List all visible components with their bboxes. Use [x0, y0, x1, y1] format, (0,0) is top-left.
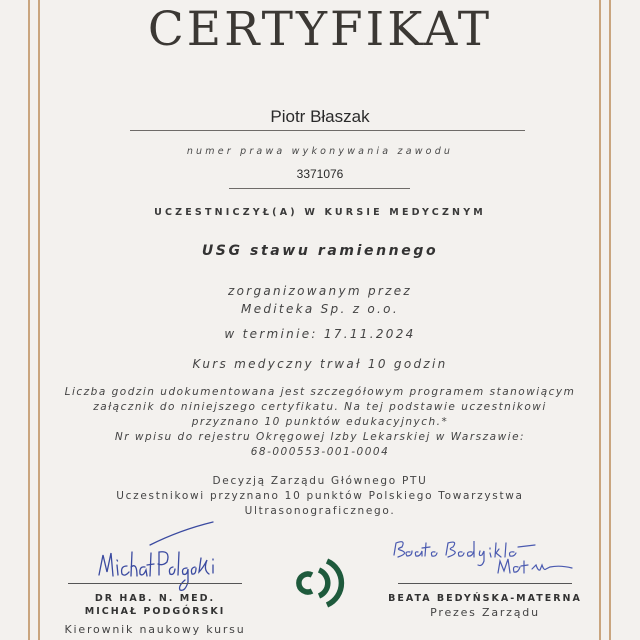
- signatory-right-name: BEATA BEDYŃSKA-MATERNA: [388, 593, 582, 604]
- ptu-line: Ultrasonograficznego.: [244, 505, 396, 517]
- signature-right-handwriting: [390, 535, 580, 583]
- signatory-left-title: DR HAB. N. MED.: [94, 593, 216, 604]
- signatory-right-role: Prezes Zarządu: [430, 606, 540, 619]
- organized-by-label: zorganizowanym przez: [227, 284, 413, 298]
- signature-line-right: [398, 583, 572, 584]
- signatory-left-fullname: MICHAŁ PODGÓRSKI: [84, 606, 226, 617]
- recipient-name: Piotr Błaszak: [270, 107, 370, 126]
- border-line-right-inner: [599, 0, 601, 640]
- organizer-name: Mediteka Sp. z o.o.: [241, 302, 399, 316]
- border-line-right-outer: [609, 0, 611, 640]
- notes-block: [0, 385, 640, 460]
- participated-heading: UCZESTNICZYŁ(A) W KURSIE MEDYCZNYM: [154, 207, 486, 218]
- certificate-title: CERTYFIKAT: [147, 2, 493, 57]
- notes-line: Nr wpisu do rejestru Okręgowej Izby Lekarskiej w Warszawie:: [114, 431, 526, 443]
- course-duration: Kurs medyczny trwał 10 godzin: [192, 357, 448, 371]
- border-line-left-outer: [28, 0, 30, 640]
- signatory-left-name: [55, 592, 255, 618]
- ptu-line: Uczestnikowi przyznano 10 punktów Polskiego Towarzystwa: [116, 490, 524, 502]
- name-underline: [130, 130, 525, 131]
- notes-line: przyznano 10 punktów edukacyjnych.*: [191, 416, 449, 428]
- course-name: USG stawu ramiennego: [201, 243, 439, 259]
- signatory-left-role: Kierownik naukowy kursu: [64, 623, 246, 636]
- license-number: 3371076: [296, 167, 344, 181]
- signature-line-left: [68, 583, 242, 584]
- border-line-left-inner: [38, 0, 40, 640]
- ptu-logo-icon: [290, 555, 350, 610]
- license-underline: [229, 188, 410, 189]
- ptu-line: Decyzją Zarządu Głównego PTU: [212, 475, 428, 487]
- notes-line: Liczba godzin udokumentowana jest szczegółowym programem stanowiącym: [64, 386, 576, 398]
- course-date: w terminie: 17.11.2024: [224, 327, 416, 341]
- license-label: numer prawa wykonywania zawodu: [186, 146, 454, 157]
- notes-line: załącznik do niniejszego certyfikatu. Na tej podstawie uczestnikowi: [93, 401, 547, 413]
- registry-number: 68-000553-001-0004: [250, 446, 390, 458]
- ptu-decision-block: [0, 474, 640, 519]
